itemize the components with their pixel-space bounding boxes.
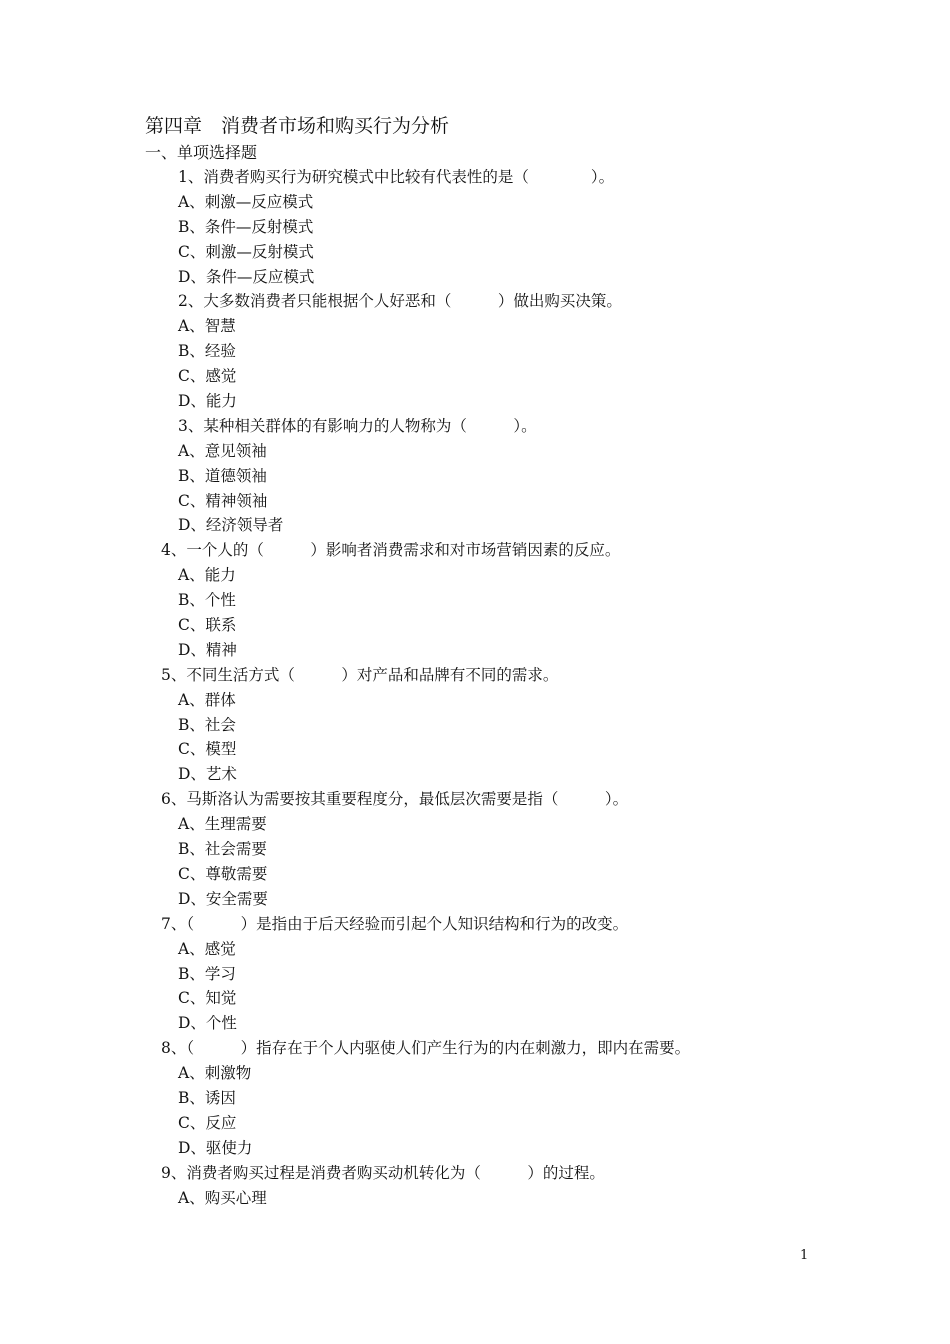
answer-option: C、模型 [178,740,237,759]
answer-option: B、个性 [178,591,236,610]
question-stem: 8、（ ）指存在于个人内驱使人们产生行为的内在刺激力，即内在需要。 [161,1039,691,1058]
question-stem: 1、消费者购买行为研究模式中比较有代表性的是（ ）。 [178,168,615,186]
answer-option: B、诱因 [178,1088,236,1107]
answer-option: A、能力 [178,566,236,585]
answer-option: D、驱使力 [178,1138,253,1157]
page-number: 1 [800,1248,809,1263]
answer-option: C、联系 [178,616,237,635]
answer-option: D、经济领导者 [178,516,284,535]
question-list [0,165,950,1210]
answer-option: D、精神 [178,640,237,659]
question-stem: 9、消费者购买过程是消费者购买动机转化为（ ）的过程。 [161,1163,605,1182]
answer-option: B、社会需要 [178,840,267,859]
answer-option: B、道德领袖 [178,466,267,485]
answer-option: A、刺激—反应模式 [178,192,314,211]
answer-option: A、生理需要 [178,815,267,834]
answer-option: D、能力 [178,392,237,411]
answer-option: A、感觉 [178,939,236,958]
answer-option: C、反应 [178,1113,237,1132]
answer-option: B、学习 [178,964,236,983]
answer-option: A、智慧 [178,317,236,336]
answer-option: D、艺术 [178,765,237,784]
answer-option: C、知觉 [178,989,237,1008]
answer-option: A、购买心理 [178,1188,267,1207]
answer-option: A、刺激物 [178,1064,252,1083]
question-stem: 2、大多数消费者只能根据个人好恶和（ ）做出购买决策。 [178,292,622,311]
answer-option: C、精神领袖 [178,491,268,510]
answer-option: B、社会 [178,715,236,734]
answer-option: A、意见领袖 [178,441,267,460]
answer-option: B、经验 [178,342,236,361]
answer-option: B、条件—反射模式 [178,217,314,236]
question-stem: 3、某种相关群体的有影响力的人物称为（ ）。 [178,416,537,435]
question-stem: 7、（ ）是指由于后天经验而引起个人知识结构和行为的改变。 [161,914,629,933]
section-title: 一、单项选择题 [145,143,258,162]
question-stem: 5、不同生活方式（ ）对产品和品牌有不同的需求。 [161,665,559,684]
answer-option: A、群体 [178,690,236,709]
chapter-title: 第四章 消费者市场和购买行为分析 [145,115,450,137]
answer-option: C、尊敬需要 [178,864,268,883]
question-stem: 6、马斯洛认为需要按其重要程度分，最低层次需要是指（ ）。 [161,790,629,809]
answer-option: C、刺激—反射模式 [178,242,314,261]
answer-option: C、感觉 [178,367,237,386]
answer-option: D、条件—反应模式 [178,267,315,286]
answer-option: D、安全需要 [178,889,268,908]
answer-option: D、个性 [178,1014,237,1033]
question-stem: 4、一个人的（ ）影响者消费需求和对市场营销因素的反应。 [161,541,621,560]
